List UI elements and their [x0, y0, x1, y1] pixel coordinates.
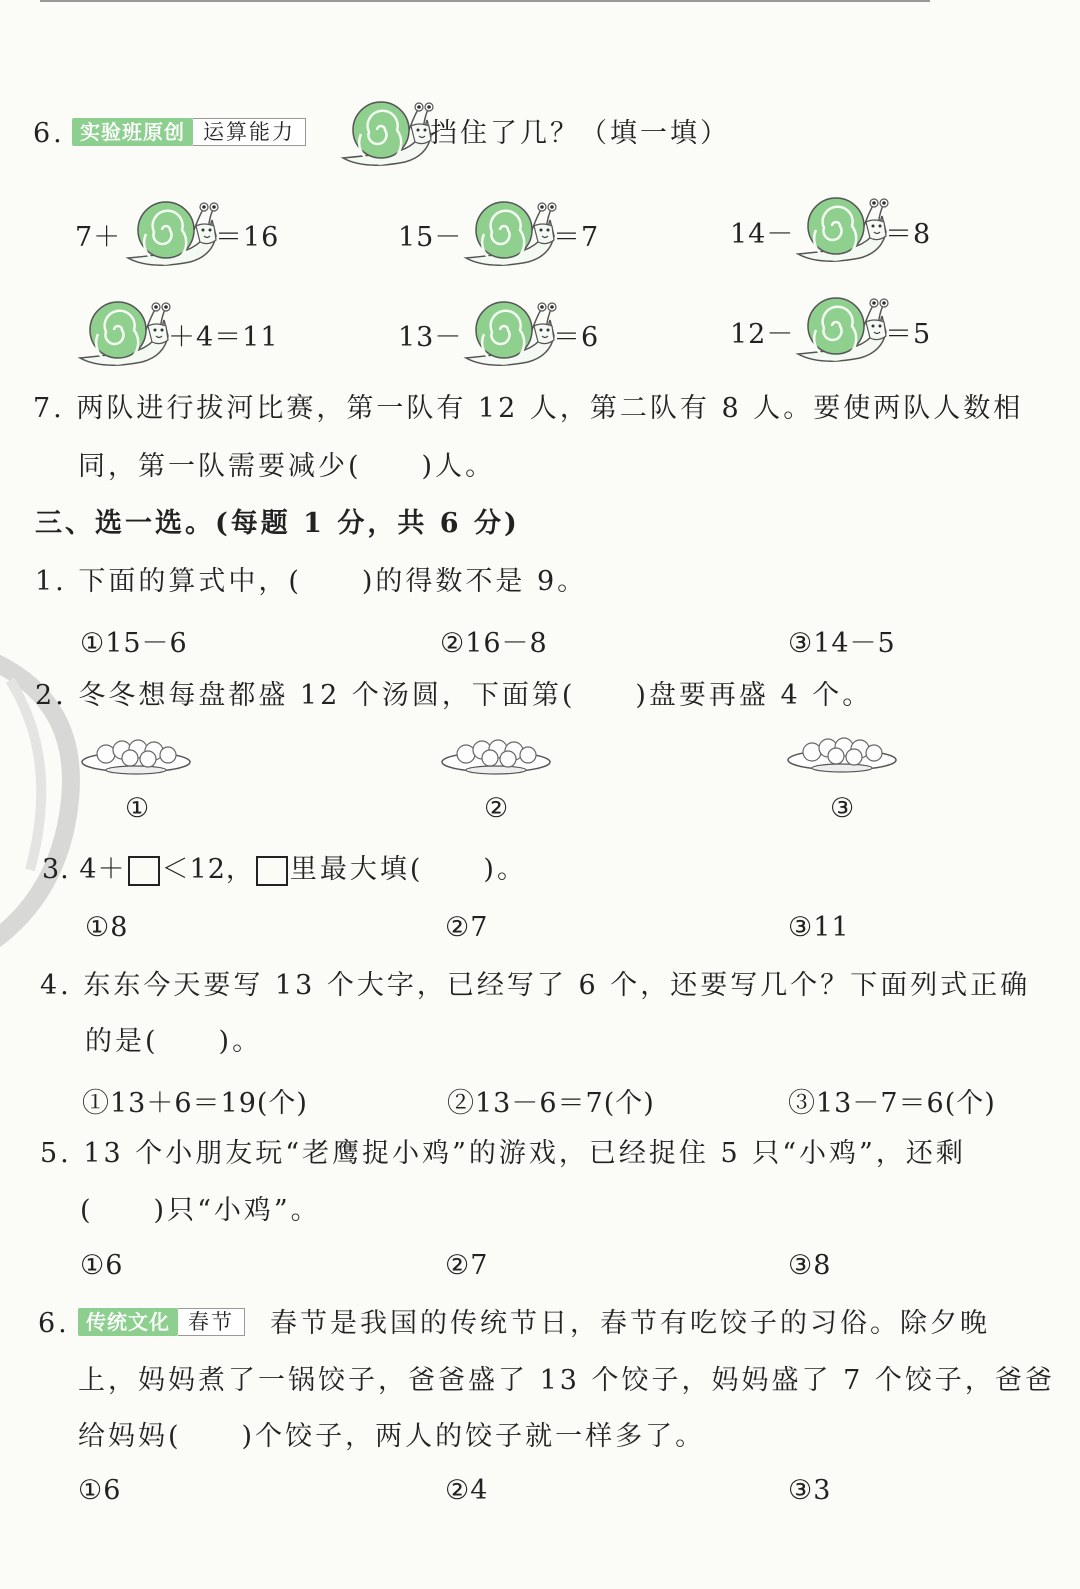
snail-icon: [72, 296, 172, 372]
choice-q6-option-1: ①6: [78, 1475, 122, 1506]
plate-label-3: ③: [830, 793, 856, 824]
choice-q3-option-3: ③11: [788, 912, 850, 943]
snail-icon: [790, 292, 890, 368]
answer-box: [128, 856, 160, 886]
plate-label-1: ①: [125, 793, 151, 824]
choice-q3-option-2: ②7: [445, 912, 489, 943]
answer-box: [256, 856, 288, 886]
equation-4-right: ＋4＝11: [168, 322, 279, 353]
equation-3-left: 14－: [730, 219, 795, 250]
choice-q3-text-a: 3. 4＋: [42, 854, 126, 885]
equation-2-left: 15－: [398, 222, 463, 253]
tag-original: 实验班原创: [72, 118, 193, 146]
equation-2-right: ＝7: [553, 222, 600, 253]
choice-q6-option-2: ②4: [445, 1475, 489, 1506]
choice-q5-line-1: 5. 13 个小朋友玩“老鹰捉小鸡”的游戏，已经捉住 5 只“小鸡”，还剩: [40, 1138, 966, 1169]
choice-q4-option-3: ③13－7＝6(个): [788, 1088, 996, 1119]
choice-q3-text-c: 里最大填( )。: [289, 854, 527, 885]
snail-icon: [458, 196, 558, 272]
tag-topic: 春节: [178, 1308, 245, 1336]
snail-icon: [458, 296, 558, 372]
choice-q1-option-1: ①15－6: [80, 628, 188, 659]
choice-q6-option-3: ③3: [788, 1475, 832, 1506]
page-top-rule: [40, 0, 930, 2]
choice-q3-option-1: ①8: [85, 912, 129, 943]
choice-q3-text-b: ＜12，: [161, 854, 254, 885]
tag-skill: 运算能力: [193, 118, 306, 146]
snail-icon: [120, 196, 220, 272]
question-7-line-2: 同，第一队需要减少( )人。: [78, 451, 496, 482]
choice-q5-option-2: ②7: [445, 1250, 489, 1281]
choice-q6-line-3: 给妈妈( )个饺子，两人的饺子就一样多了。: [78, 1421, 706, 1452]
question-6-tag: [72, 117, 306, 147]
tag-culture: 传统文化: [78, 1308, 178, 1336]
question-7-line-1: 7. 两队进行拔河比赛，第一队有 12 人，第二队有 8 人。要使两队人数相: [33, 393, 1024, 424]
snail-icon: [335, 96, 435, 172]
choice-q6-number: 6.: [38, 1308, 70, 1339]
dumpling-plate-icon: [80, 732, 194, 778]
equation-1-right: ＝16: [215, 222, 280, 253]
choice-q5-option-3: ③8: [788, 1250, 832, 1281]
choice-q1-option-3: ③14－5: [788, 628, 896, 659]
plate-label-2: ②: [484, 793, 510, 824]
dumpling-plate-icon: [786, 730, 900, 776]
choice-q1-text: 1. 下面的算式中，( )的得数不是 9。: [35, 566, 588, 597]
choice-q4-option-2: ②13－6＝7(个): [447, 1088, 655, 1119]
equation-3-right: ＝8: [885, 219, 932, 250]
choice-q5-line-2: ( )只“小鸡”。: [80, 1195, 321, 1226]
choice-q5-option-1: ①6: [80, 1250, 124, 1281]
choice-q1-option-2: ②16－8: [440, 628, 548, 659]
dumpling-plate-icon: [440, 732, 554, 778]
choice-q4-line-2: 的是( )。: [85, 1026, 263, 1057]
choice-q4-option-1: ①13＋6＝19(个): [82, 1088, 308, 1119]
equation-5-left: 13－: [398, 322, 463, 353]
section-3-title: 三、选一选。(每题 1 分，共 6 分): [35, 508, 520, 539]
choice-q3-text: [42, 853, 527, 887]
equation-6-left: 12－: [730, 319, 795, 350]
choice-q4-line-1: 4. 东东今天要写 13 个大字，已经写了 6 个，还要写几个？下面列式正确: [40, 970, 1031, 1001]
choice-q2-text: 2. 冬冬想每盘都盛 12 个汤圆，下面第( )盘要再盛 4 个。: [35, 680, 873, 711]
question-6-number: 6.: [33, 118, 65, 149]
choice-q6-tag: [78, 1307, 245, 1337]
question-6-prompt: 挡住了几？（填一填）: [430, 118, 730, 149]
equation-6-right: ＝5: [885, 319, 932, 350]
equation-1-left: 7＋: [75, 222, 122, 253]
choice-q6-line-1: 春节是我国的传统节日，春节有吃饺子的习俗。除夕晚: [270, 1308, 990, 1339]
choice-q6-line-2: 上，妈妈煮了一锅饺子，爸爸盛了 13 个饺子，妈妈盛了 7 个饺子，爸爸: [78, 1365, 1055, 1396]
snail-icon: [790, 192, 890, 268]
equation-5-right: ＝6: [553, 322, 600, 353]
